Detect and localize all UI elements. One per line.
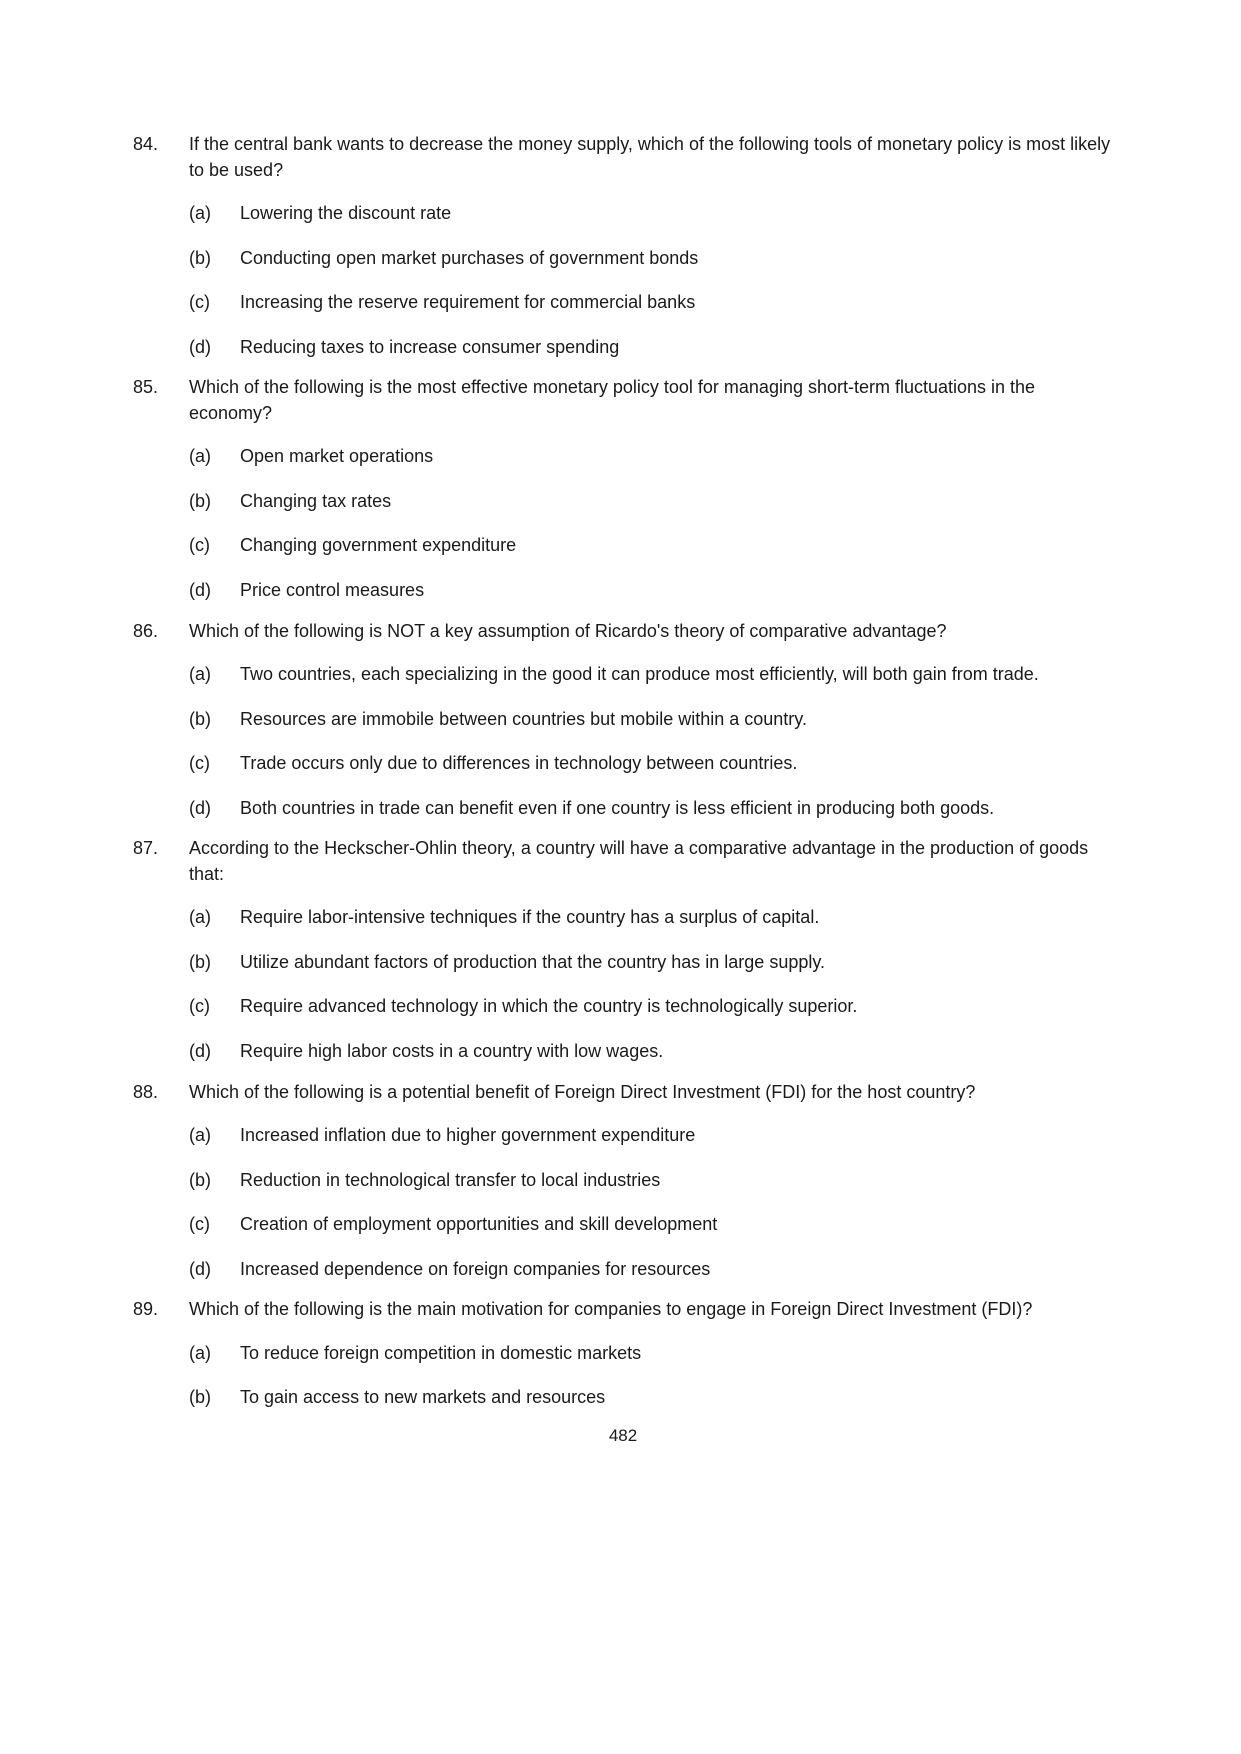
option-label: (c) <box>189 535 210 556</box>
option-row <box>189 325 1113 370</box>
option-label: (b) <box>189 490 211 511</box>
option-label: (b) <box>189 951 211 972</box>
option-text: Trade occurs only due to differences in technology between countries. <box>240 753 798 774</box>
option-row <box>189 434 1113 479</box>
option-row <box>189 1202 1113 1247</box>
option-text: To gain access to new markets and resources <box>240 1387 606 1408</box>
option-text: Require labor-intensive techniques if the country has a surplus of capital. <box>240 907 820 928</box>
question-text: Which of the following is the most effective monetary policy tool for managing short-term fluctuations in the economy? <box>189 377 1036 423</box>
option-label: (a) <box>189 446 211 467</box>
option-text: Price control measures <box>240 580 425 601</box>
option-label: (c) <box>189 1214 210 1235</box>
question <box>133 619 1113 831</box>
option-text: Both countries in trade can benefit even if one country is less efficient in producing both goods. <box>240 797 995 818</box>
option-row <box>189 741 1113 786</box>
option-text: To reduce foreign competition in domestic markets <box>240 1342 642 1363</box>
option-text: Increased inflation due to higher government expenditure <box>240 1125 696 1146</box>
option-label: (c) <box>189 753 210 774</box>
question <box>133 375 1113 612</box>
option-label: (b) <box>189 247 211 268</box>
question <box>133 1080 1113 1292</box>
option-row <box>189 191 1113 236</box>
question-body <box>189 375 1113 612</box>
question-text: If the central bank wants to decrease the money supply, which of the following tools of monetary policy is most likely to be used? <box>189 134 1111 180</box>
question-text: According to the Heckscher-Ohlin theory, a country will have a comparative advantage in the production of goods that: <box>189 838 1089 884</box>
option-row <box>189 280 1113 325</box>
option-text: Changing tax rates <box>240 490 392 511</box>
option-text: Creation of employment opportunities and skill development <box>240 1214 718 1235</box>
option-text: Lowering the discount rate <box>240 203 452 224</box>
option-text: Changing government expenditure <box>240 535 517 556</box>
option-text: Two countries, each specializing in the good it can produce most efficiently, will both gain from trade. <box>240 664 1039 685</box>
option-label: (a) <box>189 1125 211 1146</box>
option-text: Conducting open market purchases of government bonds <box>240 247 699 268</box>
option-text: Reduction in technological transfer to local industries <box>240 1169 661 1190</box>
option-row <box>189 236 1113 281</box>
option-row <box>189 940 1113 985</box>
question-body <box>189 836 1113 1073</box>
question-text: Which of the following is the main motivation for companies to engage in Foreign Direct Investment (FDI)? <box>189 1299 1033 1320</box>
option-label: (d) <box>189 1041 211 1062</box>
question-text: Which of the following is NOT a key assumption of Ricardo's theory of comparative advantage? <box>189 620 947 641</box>
option-text: Increased dependence on foreign companies for resources <box>240 1258 711 1279</box>
question-number: 88. <box>133 1081 159 1102</box>
option-label: (a) <box>189 907 211 928</box>
option-label: (d) <box>189 797 211 818</box>
question-body <box>189 132 1113 369</box>
option-text: Require high labor costs in a country with low wages. <box>240 1041 664 1062</box>
question-text: Which of the following is a potential benefit of Foreign Direct Investment (FDI) for the host country? <box>189 1081 976 1102</box>
option-label: (a) <box>189 1342 211 1363</box>
option-text: Open market operations <box>240 446 434 467</box>
option-row <box>189 984 1113 1029</box>
option-row <box>189 1029 1113 1074</box>
question-number: 84. <box>133 134 159 154</box>
option-row <box>189 652 1113 697</box>
question-list <box>133 132 1113 1420</box>
question-number: 85. <box>133 377 159 398</box>
question-number: 86. <box>133 620 159 641</box>
option-label: (c) <box>189 996 210 1017</box>
option-text: Reducing taxes to increase consumer spending <box>240 336 620 357</box>
option-row <box>189 786 1113 831</box>
page-number: 482 <box>608 1425 638 1445</box>
question-number: 89. <box>133 1299 159 1320</box>
question-body <box>189 1080 1113 1292</box>
option-label: (d) <box>189 336 211 357</box>
option-label: (a) <box>189 203 211 224</box>
option-row <box>189 1247 1113 1292</box>
option-text: Require advanced technology in which the country is technologically superior. <box>240 996 858 1017</box>
option-row <box>189 697 1113 742</box>
question-number: 87. <box>133 838 159 859</box>
option-row <box>189 523 1113 568</box>
option-row <box>189 1331 1113 1376</box>
question <box>133 132 1113 369</box>
option-label: (c) <box>189 292 210 313</box>
option-label: (b) <box>189 1387 211 1408</box>
option-row <box>189 479 1113 524</box>
option-label: (d) <box>189 580 211 601</box>
question <box>133 1297 1113 1420</box>
option-row <box>189 1158 1113 1203</box>
option-row <box>189 1113 1113 1158</box>
option-row <box>189 1375 1113 1420</box>
option-text: Utilize abundant factors of production that the country has in large supply. <box>240 951 826 972</box>
option-label: (d) <box>189 1258 211 1279</box>
question-body <box>189 1297 1113 1420</box>
option-text: Resources are immobile between countries but mobile within a country. <box>240 708 807 729</box>
question-body <box>189 619 1113 831</box>
option-label: (a) <box>189 664 211 685</box>
option-row <box>189 895 1113 940</box>
option-text: Increasing the reserve requirement for commercial banks <box>240 292 696 313</box>
question <box>133 836 1113 1073</box>
option-row <box>189 568 1113 613</box>
option-label: (b) <box>189 1169 211 1190</box>
option-label: (b) <box>189 708 211 729</box>
